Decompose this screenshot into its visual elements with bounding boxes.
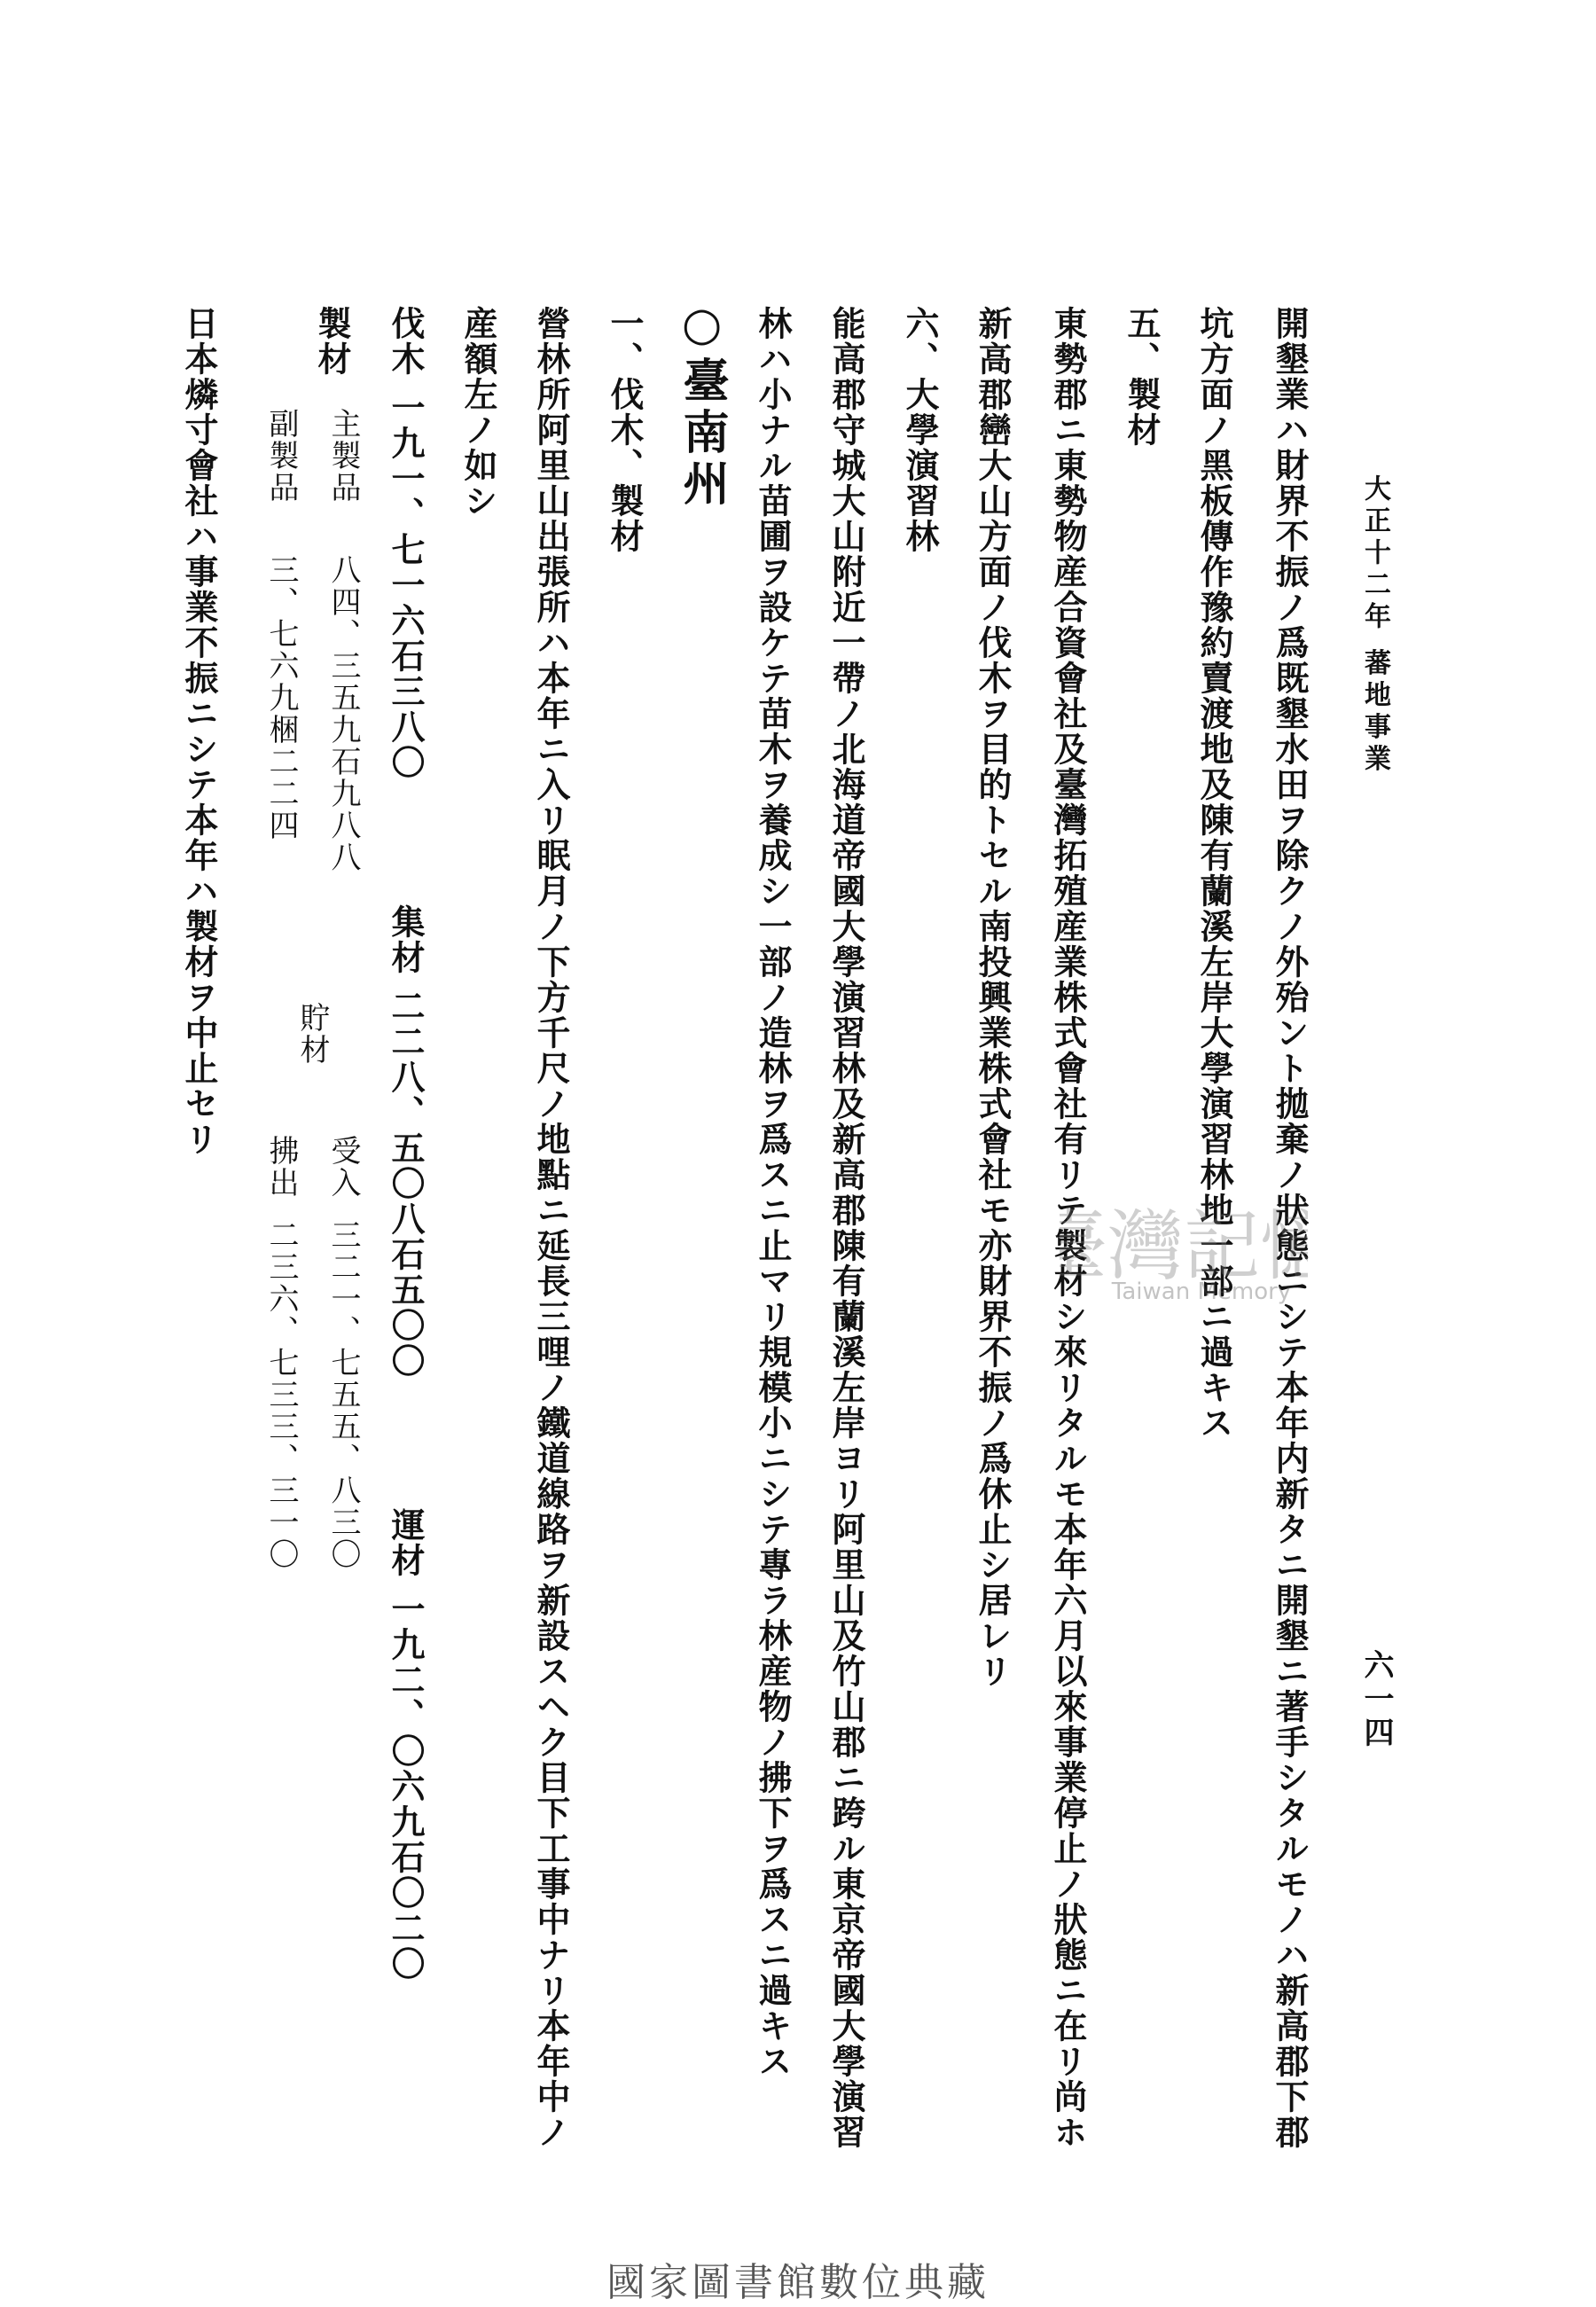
shipped-label: 拂出	[263, 1135, 299, 1199]
text-line-10: 産額左ノ如シ	[458, 306, 498, 519]
text-line-8: 林ハ小ナル苗圃ヲ設ケテ苗木ヲ養成シ一部ノ造林ヲ爲スニ止マリ規模小ニシテ專ラ林産物ノ拂下ヲ爲スニ過キス	[753, 306, 793, 2079]
shipped-value: 二三六、七三三、三一〇	[263, 1219, 299, 1570]
main-product-label: 主製品	[325, 408, 361, 504]
section-6-title: 六、大學演習林	[900, 306, 940, 554]
felling-label: 伐木	[386, 306, 426, 377]
by-product-value: 三、七六九梱二二四	[263, 554, 299, 841]
received-label: 受入	[325, 1135, 361, 1199]
text-line-5: 新高郡巒大山方面ノ伐木ヲ目的トセル南投興業株式會社モ亦財界不振ノ爲休止シ居レリ	[973, 306, 1013, 1689]
text-line-1: 開墾業ハ財界不振ノ爲既墾水田ヲ除クノ外殆ント拋棄ノ狀態ニシテ本年内新タニ開墾ニ著手シタルモノハ新高郡下郡	[1270, 306, 1310, 2150]
section-5-title: 五、製材	[1122, 306, 1162, 448]
running-header: 大正十二年 蕃地事業	[1359, 474, 1390, 777]
text-line-9: 營林所阿里山出張所ハ本年ニ入リ眠月ノ下方千尺ノ地點ニ延長三哩ノ鐵道線路ヲ新設スヘク目下工事中ナリ本年中ノ	[531, 306, 571, 2150]
by-product-label: 副製品	[263, 408, 299, 504]
main-product-value: 八四、三五九石九八八	[325, 554, 361, 873]
page-number: 六一四	[1358, 1649, 1394, 1750]
text-line-4: 東勢郡ニ東勢物産合資會社及臺灣拓殖産業株式會社有リテ製材シ來リタルモ本年六月以來事業停止ノ狀態ニ在リ尚ホ	[1048, 306, 1088, 2150]
text-line-7: 能高郡守城大山附近一帶ノ北海道帝國大學演習林及新高郡陳有蘭溪左岸ヨリ阿里山及竹山郡ニ跨ル東京帝國大學演習	[826, 306, 866, 2150]
text-line-11: 日本燐寸會社ハ事業不振ニシテ本年ハ製材ヲ中止セリ	[179, 306, 219, 1157]
archive-footer: 國家圖書館數位典藏	[606, 2260, 990, 2305]
collect-label: 集材	[386, 904, 426, 975]
svg-text:Taiwan Memory: Taiwan Memory	[1111, 1279, 1292, 1305]
transport-value: 一九二、〇六九石〇二〇	[386, 1591, 426, 1982]
felling-value: 一九一、七一六石三八〇	[386, 390, 426, 780]
text-line-2: 坑方面ノ黑板傳作豫約賣渡地及陳有蘭溪左岸大學演習林地一部ニ過キス	[1194, 306, 1234, 1441]
svg-text:臺灣記憶: 臺灣記憶	[1060, 1202, 1308, 1291]
watermark-logo-icon	[1060, 1201, 1308, 1308]
section-heading: ○臺南州	[675, 297, 729, 511]
sawmill-label: 製材	[312, 306, 352, 377]
collect-value: 二二八、五〇八石五〇〇	[386, 989, 426, 1379]
storage-label: 貯材	[294, 1002, 330, 1066]
taiwan-memory-watermark	[1060, 1201, 1308, 1308]
received-value: 三二一、七五五、八三〇	[325, 1219, 361, 1570]
subheading: 一、伐木、製材	[605, 306, 645, 554]
transport-label: 運材	[386, 1507, 426, 1578]
